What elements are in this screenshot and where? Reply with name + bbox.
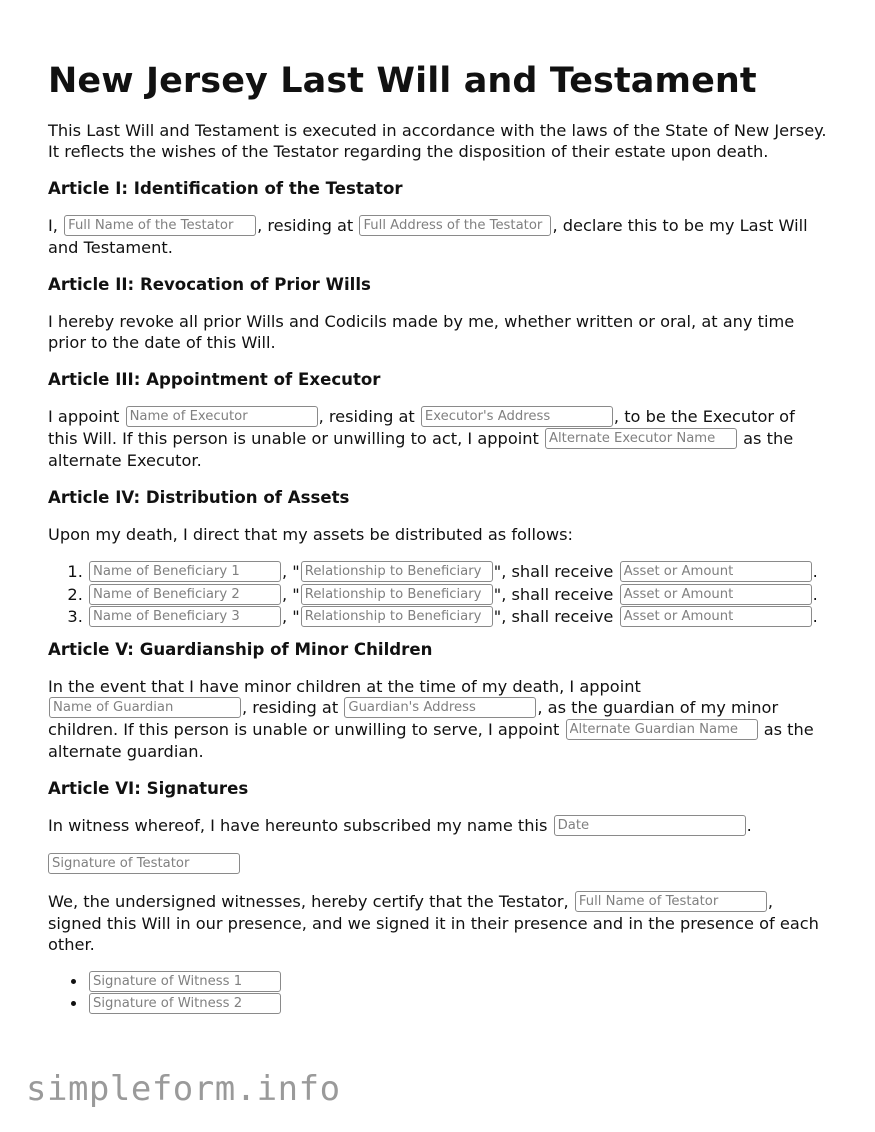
article5-text-4: as the alternate guardian.: [48, 719, 814, 761]
guardian-name-input[interactable]: [49, 697, 241, 718]
beneficiary-1-asset-input[interactable]: [620, 561, 812, 582]
executor-name-input[interactable]: [126, 406, 318, 427]
page-title: New Jersey Last Will and Testament: [48, 61, 757, 101]
article3-text-1: I appoint: [48, 407, 120, 426]
shall-receive-text: ", shall receive: [493, 607, 614, 626]
period: .: [812, 607, 818, 626]
article1-text-1: I,: [48, 216, 58, 235]
article5-text-3: , as the guardian of my minor children. If this person is unable or unwilling to serve, I appoint: [48, 697, 779, 739]
intro-paragraph: This Last Will and Testament is executed in accordance with the laws of the State of New Jersey. It reflects the wishes of the Testator regarding the disposition of their estate upon death.: [48, 121, 827, 161]
executor-address-input[interactable]: [421, 406, 613, 427]
witness-list: [48, 971, 828, 1016]
testator-address-input[interactable]: [359, 215, 551, 236]
shall-receive-text: ", shall receive: [493, 584, 614, 604]
list-item: [88, 993, 828, 1016]
article3-paragraph: [48, 406, 828, 471]
list-item: [88, 606, 828, 629]
testator-fullname-input[interactable]: [575, 891, 767, 912]
shall-receive-text: ", shall receive: [493, 562, 614, 581]
list-item: [88, 971, 828, 994]
article1-heading: Article I: Identification of the Testator: [48, 179, 403, 198]
beneficiary-3-asset-input[interactable]: [620, 606, 812, 627]
beneficiary-3-name-input[interactable]: [89, 606, 281, 627]
period: .: [812, 584, 818, 604]
article3-text-3: , to be the Executor of this Will. If this person is unable or unwilling to act, I appoint: [48, 407, 795, 448]
witness-date-paragraph: [48, 815, 828, 837]
beneficiary-1-name-input[interactable]: [89, 561, 281, 582]
beneficiary-2-asset-input[interactable]: [620, 584, 812, 605]
testator-name-input[interactable]: [64, 215, 256, 236]
article3-text-4: as the alternate Executor.: [48, 429, 794, 470]
quote-separator: , ": [282, 562, 300, 581]
article5-heading: Article V: Guardianship of Minor Children: [48, 639, 433, 659]
list-item: [88, 584, 828, 607]
article4-heading: Article IV: Distribution of Assets: [48, 488, 350, 507]
article1-text-2: , residing at: [257, 216, 354, 235]
article3-text-2: , residing at: [318, 407, 415, 426]
article2-paragraph: I hereby revoke all prior Wills and Codicils made by me, whether written or oral, at any time prior to the date of this Will.: [48, 312, 795, 352]
beneficiary-2-relationship-input[interactable]: [301, 584, 493, 605]
beneficiary-2-name-input[interactable]: [89, 584, 281, 605]
testator-signature-input[interactable]: [48, 853, 240, 874]
witness-text-2: , signed this Will in our presence, and we signed it in their presence and in the presence of each other.: [48, 891, 819, 954]
testator-signature-line: [48, 853, 828, 875]
witness-2-signature-input[interactable]: [89, 993, 281, 1014]
will-document: [48, 58, 828, 1016]
quote-separator: , ": [282, 584, 300, 604]
quote-separator: , ": [282, 607, 300, 626]
date-input[interactable]: [554, 815, 746, 836]
article5-text-1: In the event that I have minor children at the time of my death, I appoint: [48, 676, 641, 696]
article3-heading: Article III: Appointment of Executor: [48, 370, 381, 389]
article6-text-2: .: [746, 815, 752, 835]
list-item: [88, 561, 828, 584]
article1-text-3: , declare this to be my Last Will and Testament.: [48, 216, 808, 257]
article6-text-1: In witness whereof, I have hereunto subscribed my name this: [48, 815, 548, 835]
article5-paragraph: [48, 676, 828, 762]
witness-1-signature-input[interactable]: [89, 971, 281, 992]
article4-intro: Upon my death, I direct that my assets be distributed as follows:: [48, 525, 573, 544]
article6-heading: Article VI: Signatures: [48, 778, 249, 798]
beneficiary-3-relationship-input[interactable]: [301, 606, 493, 627]
watermark: simpleform.info: [26, 1069, 341, 1109]
alternate-executor-input[interactable]: [545, 428, 737, 449]
alternate-guardian-input[interactable]: [566, 719, 758, 740]
period: .: [812, 562, 818, 581]
witness-certification-paragraph: [48, 891, 828, 955]
guardian-address-input[interactable]: [344, 697, 536, 718]
article5-text-2: , residing at: [242, 697, 339, 717]
article1-paragraph: [48, 215, 828, 258]
beneficiary-1-relationship-input[interactable]: [301, 561, 493, 582]
beneficiary-list: [48, 561, 828, 629]
witness-text-1: We, the undersigned witnesses, hereby certify that the Testator,: [48, 891, 569, 911]
article2-heading: Article II: Revocation of Prior Wills: [48, 275, 371, 294]
